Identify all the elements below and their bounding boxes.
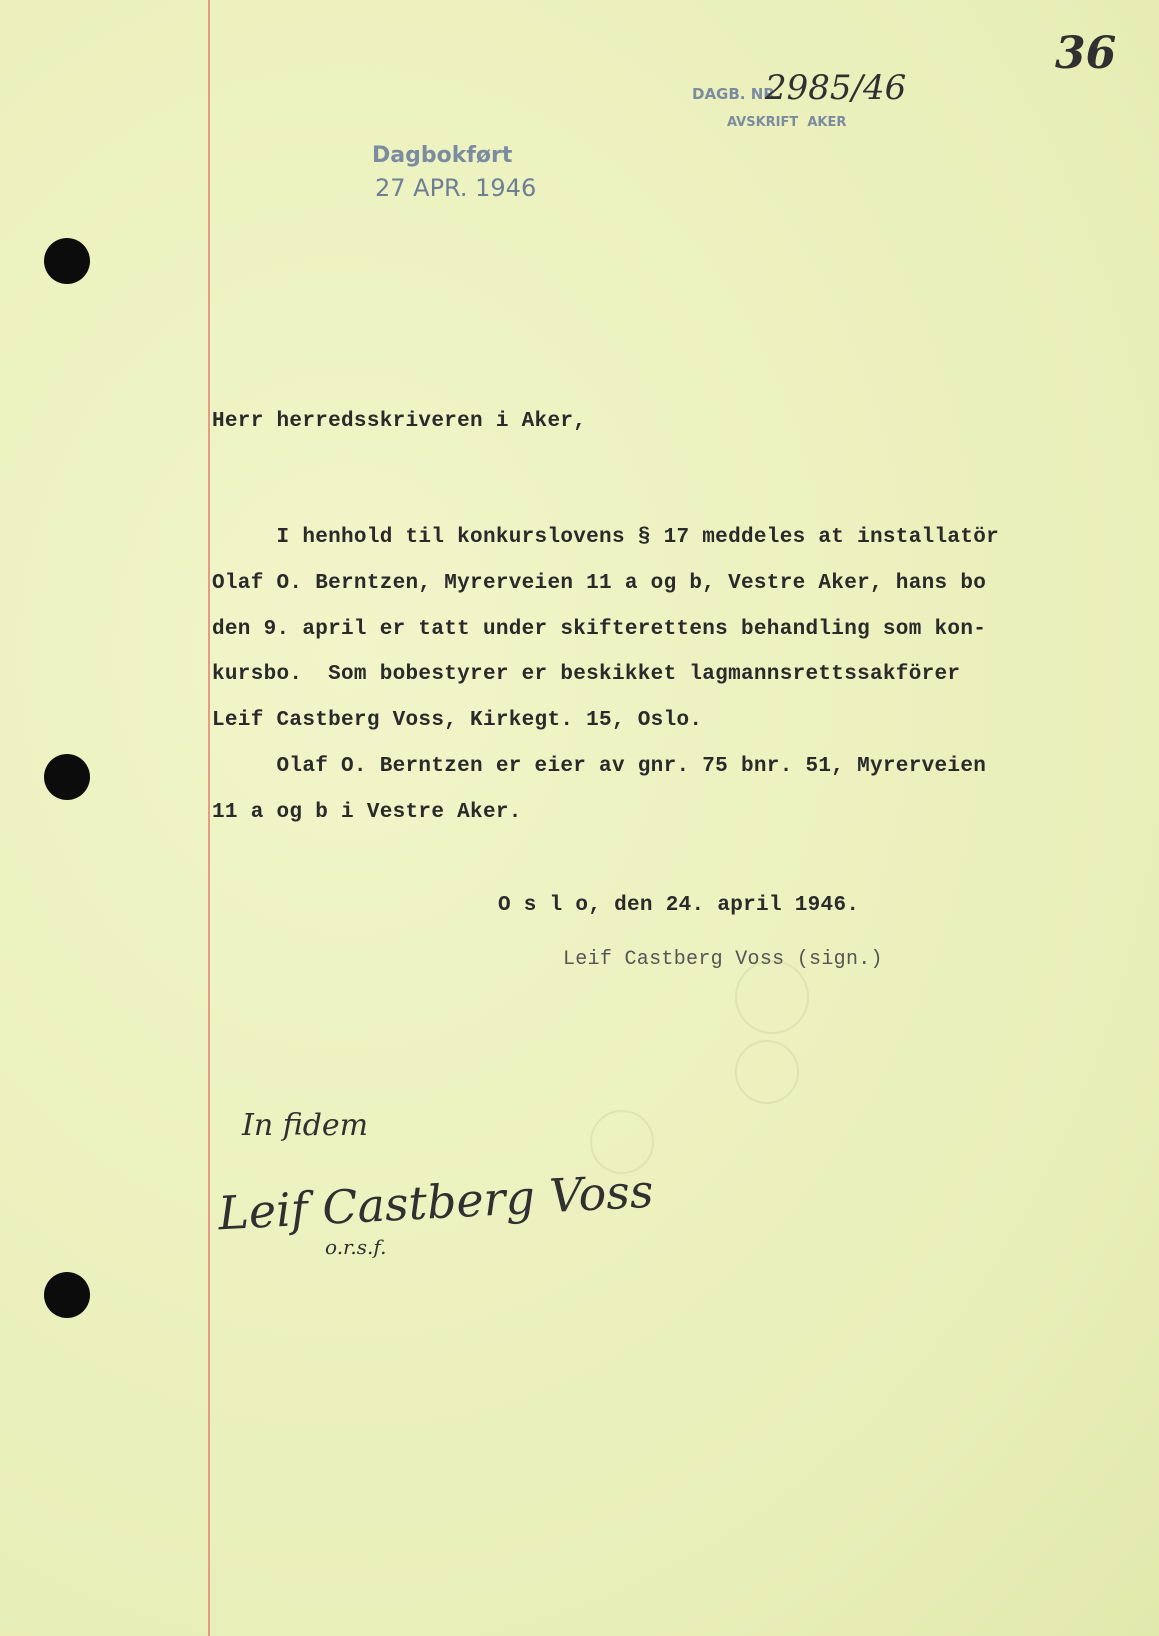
page-number: 36 [1055, 28, 1117, 79]
punch-hole-top [44, 238, 90, 284]
dagb-number-handwritten: 2985/46 [765, 68, 907, 108]
paragraph-1-line-3: den 9. april er tatt under skifterettens behandling som kon- [212, 618, 987, 641]
handwritten-in-fidem: In fidem [242, 1108, 369, 1143]
stamp-date: 27 APR. 1946 [375, 174, 537, 202]
bleed-through-mark [735, 960, 809, 1034]
paragraph-1-line-4: kursbo. Som bobestyrer er beskikket lagmannsrettssakförer [212, 663, 961, 686]
dagb-stamp-label: DAGB. NR. [692, 85, 781, 103]
handwritten-signature: Leif Castberg Voss [216, 1163, 655, 1241]
dagbokfort-stamp: Dagbokført [372, 143, 513, 168]
paragraph-2-line-1: Olaf O. Berntzen er eier av gnr. 75 bnr. 51, Myrerveien [212, 755, 987, 778]
margin-line [208, 0, 210, 1636]
paragraph-2-line-2: 11 a og b i Vestre Aker. [212, 801, 522, 824]
punch-hole-bottom [44, 1272, 90, 1318]
typed-signature: Leif Castberg Voss (sign.) [563, 948, 883, 971]
handwritten-suffix: o.r.s.f. [325, 1235, 387, 1259]
salutation: Herr herredsskriveren i Aker, [212, 410, 587, 433]
avskrift-stamp: AVSKRIFT AKER [727, 115, 847, 130]
bleed-through-mark [735, 1040, 799, 1104]
place-date: O s l o, den 24. april 1946. [498, 894, 860, 917]
punch-hole-middle [44, 754, 90, 800]
paragraph-1-line-2: Olaf O. Berntzen, Myrerveien 11 a og b, Vestre Aker, hans bo [212, 572, 987, 595]
paragraph-1-line-1: I henhold til konkurslovens § 17 meddeles at installatör [212, 526, 1000, 549]
paragraph-1-line-5: Leif Castberg Voss, Kirkegt. 15, Oslo. [212, 709, 703, 732]
